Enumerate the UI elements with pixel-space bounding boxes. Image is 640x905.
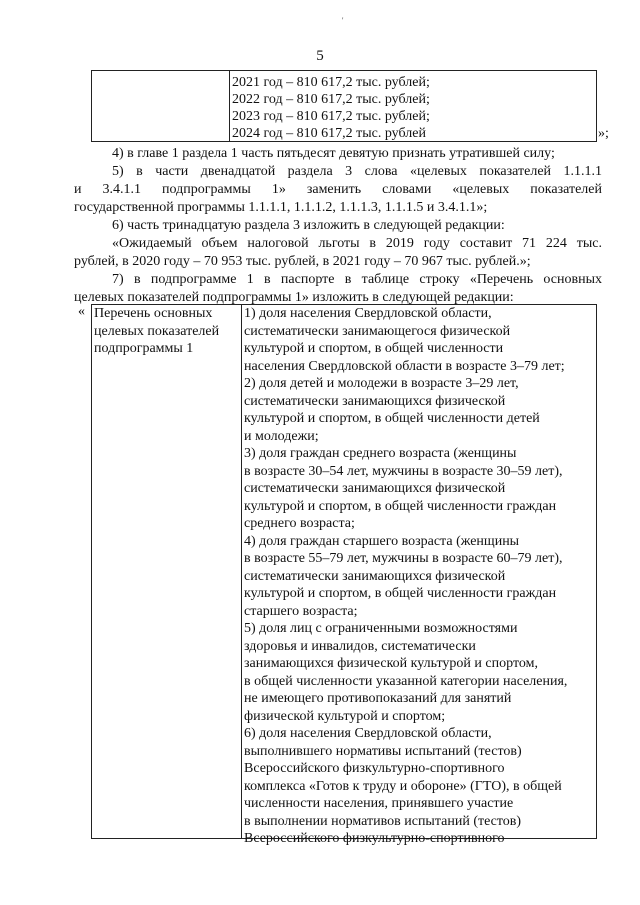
funding-line: 2022 год – 810 617,2 тыс. рублей;	[232, 92, 430, 107]
indicator-line: среднего возраста;	[244, 516, 355, 531]
indicator-line: здоровья и инвалидов, систематически	[244, 638, 476, 654]
indicator-line: 3) доля граждан среднего возраста (женщины	[244, 446, 517, 461]
indicator-line: систематически занимающихся физической	[244, 568, 506, 584]
indicator-line: комплекса «Готов к труду и обороне» (ГТО), в общей	[244, 778, 562, 794]
indicators-label-cell: Перечень основных целевых показателей подпрограммы 1	[94, 306, 220, 356]
indicator-line: культурой и спортом, в общей численности	[244, 341, 504, 356]
indicators-list-cell	[244, 305, 567, 848]
indicator-line: систематически занимающихся физической	[244, 393, 506, 409]
indicator-line: 2) доля детей и молодежи в возрасте 3–29 лет,	[244, 376, 519, 391]
quote-line-2: рублей, в 2020 году – 70 953 тыс. рублей, в 2021 году – 70 967 тыс. рублей.»;	[74, 254, 531, 269]
table-column-divider	[229, 71, 230, 141]
indicator-line: населения Свердловской области в возрасте 3–79 лет;	[244, 358, 565, 374]
paragraph-5-line-2: и 3.4.1.1 подпрограммы 1» заменить словами «целевых показателей	[74, 182, 602, 197]
page-number: 5	[316, 48, 324, 64]
paragraph-6: 6) часть тринадцатую раздела 3 изложить в следующей редакции:	[112, 218, 505, 233]
paragraph-7-line-2: целевых показателей подпрограммы 1» изложить в следующей редакции:	[74, 290, 514, 305]
indicator-line: занимающихся физической культурой и спортом,	[244, 656, 538, 671]
indicator-line: не имеющего противопоказаний для занятий	[244, 691, 512, 706]
indicator-line: в общей численности указанной категории населения,	[244, 673, 568, 689]
indicator-line: и молодежи;	[244, 428, 319, 444]
indicator-line: выполнившего нормативы испытаний (тестов)	[244, 743, 522, 759]
funding-lines	[232, 74, 430, 142]
paragraph-4: 4) в главе 1 раздела 1 часть пятьдесят девятую признать утратившей силу;	[112, 146, 555, 161]
table-column-divider	[241, 305, 242, 838]
indicator-line: 4) доля граждан старшего возраста (женщины	[244, 533, 520, 549]
indicator-line: культурой и спортом, в общей численности граждан	[244, 498, 557, 514]
funding-line: 2021 год – 810 617,2 тыс. рублей;	[232, 75, 430, 90]
indicator-line: в возрасте 30–54 лет, мужчины в возрасте 30–59 лет),	[244, 463, 563, 479]
funding-line: 2023 год – 810 617,2 тыс. рублей;	[232, 109, 430, 124]
indicator-line: систематически занимающихся физической	[244, 481, 506, 496]
paragraph-7-line-1: 7) в подпрограмме 1 в паспорте в таблице строку «Перечень основных	[112, 272, 602, 287]
indicator-line: 6) доля населения Свердловской области,	[244, 726, 492, 741]
indicator-line: систематически занимающегося физической	[244, 323, 511, 339]
quote-line-1: «Ожидаемый объем налоговой льготы в 2019 году составит 71 224 тыс.	[112, 236, 602, 251]
funding-table	[91, 70, 597, 142]
indicator-line: культурой и спортом, в общей численности граждан	[244, 586, 557, 601]
indicator-line: старшего возраста;	[244, 603, 358, 619]
table-closing-quote: »;	[598, 126, 609, 141]
indicator-line: в возрасте 55–79 лет, мужчины в возрасте 60–79 лет),	[244, 551, 563, 566]
funding-line: 2024 год – 810 617,2 тыс. рублей	[232, 126, 426, 141]
indicator-line: численности населения, принявшего участие	[244, 796, 514, 811]
paragraph-5-line-1: 5) в части двенадцатой раздела 3 слова «целевых показателей 1.1.1.1	[112, 164, 602, 179]
indicator-line: физической культурой и спортом;	[244, 708, 446, 724]
scan-mark: '	[342, 16, 344, 25]
indicator-line: Всероссийского физкультурно-спортивного	[244, 761, 505, 776]
indicator-line: в выполнении нормативов испытаний (тестов)	[244, 813, 522, 829]
indicator-line: культурой и спортом, в общей численности детей	[244, 411, 540, 426]
indicator-line: 5) доля лиц с ограниченными возможностями	[244, 621, 518, 636]
paragraph-5-line-3: государственной программы 1.1.1.1, 1.1.1.2, 1.1.1.3, 1.1.1.5 и 3.4.1.1»;	[74, 200, 488, 215]
indicator-line: 1) доля населения Свердловской области,	[244, 306, 492, 321]
indicator-line: Всероссийского физкультурно-спортивного	[244, 831, 505, 846]
table-opening-quote: «	[78, 304, 85, 319]
